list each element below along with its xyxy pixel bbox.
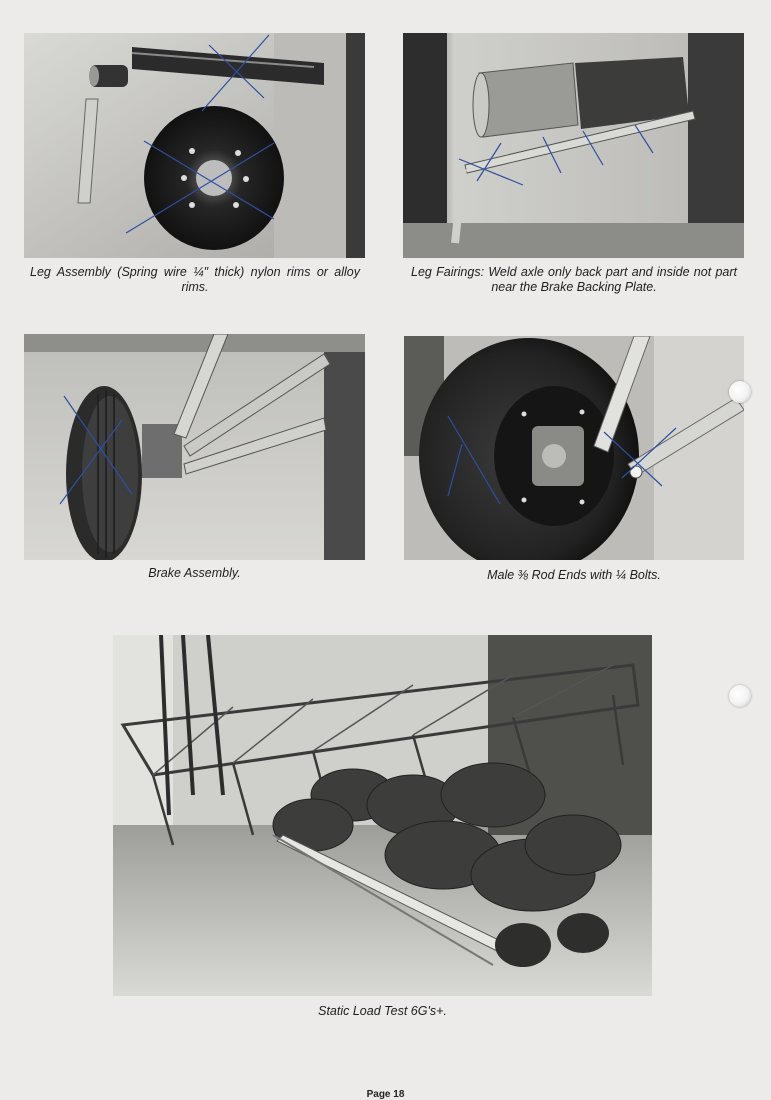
punch-hole-top — [729, 381, 751, 403]
static-load-test-caption: Static Load Test 6G's+. — [318, 1004, 447, 1018]
brake-assembly-caption: Brake Assembly. — [148, 566, 241, 580]
leg-assembly-photo — [24, 33, 365, 258]
rod-ends-caption: Male ⅜ Rod Ends with ¼ Bolts. — [487, 568, 661, 582]
rod-ends-photo — [404, 336, 744, 560]
brake-assembly-photo — [24, 334, 365, 560]
leg-assembly-caption: Leg Assembly (Spring wire ¼" thick) nylon rims or alloy rims. — [30, 265, 360, 294]
rod-ends-image — [404, 336, 744, 560]
punch-hole-bottom — [729, 685, 751, 707]
static-load-test-image — [113, 635, 652, 996]
leg-fairings-photo — [403, 33, 744, 258]
page-number: Page 18 — [366, 1089, 405, 1100]
brake-assembly-image — [24, 334, 365, 560]
leg-assembly-image — [24, 33, 365, 258]
static-load-test-photo — [113, 635, 652, 996]
leg-fairings-caption: Leg Fairings: Weld axle only back part and inside not part near the Brake Backing Plate. — [411, 265, 737, 294]
leg-fairings-image — [403, 33, 744, 258]
